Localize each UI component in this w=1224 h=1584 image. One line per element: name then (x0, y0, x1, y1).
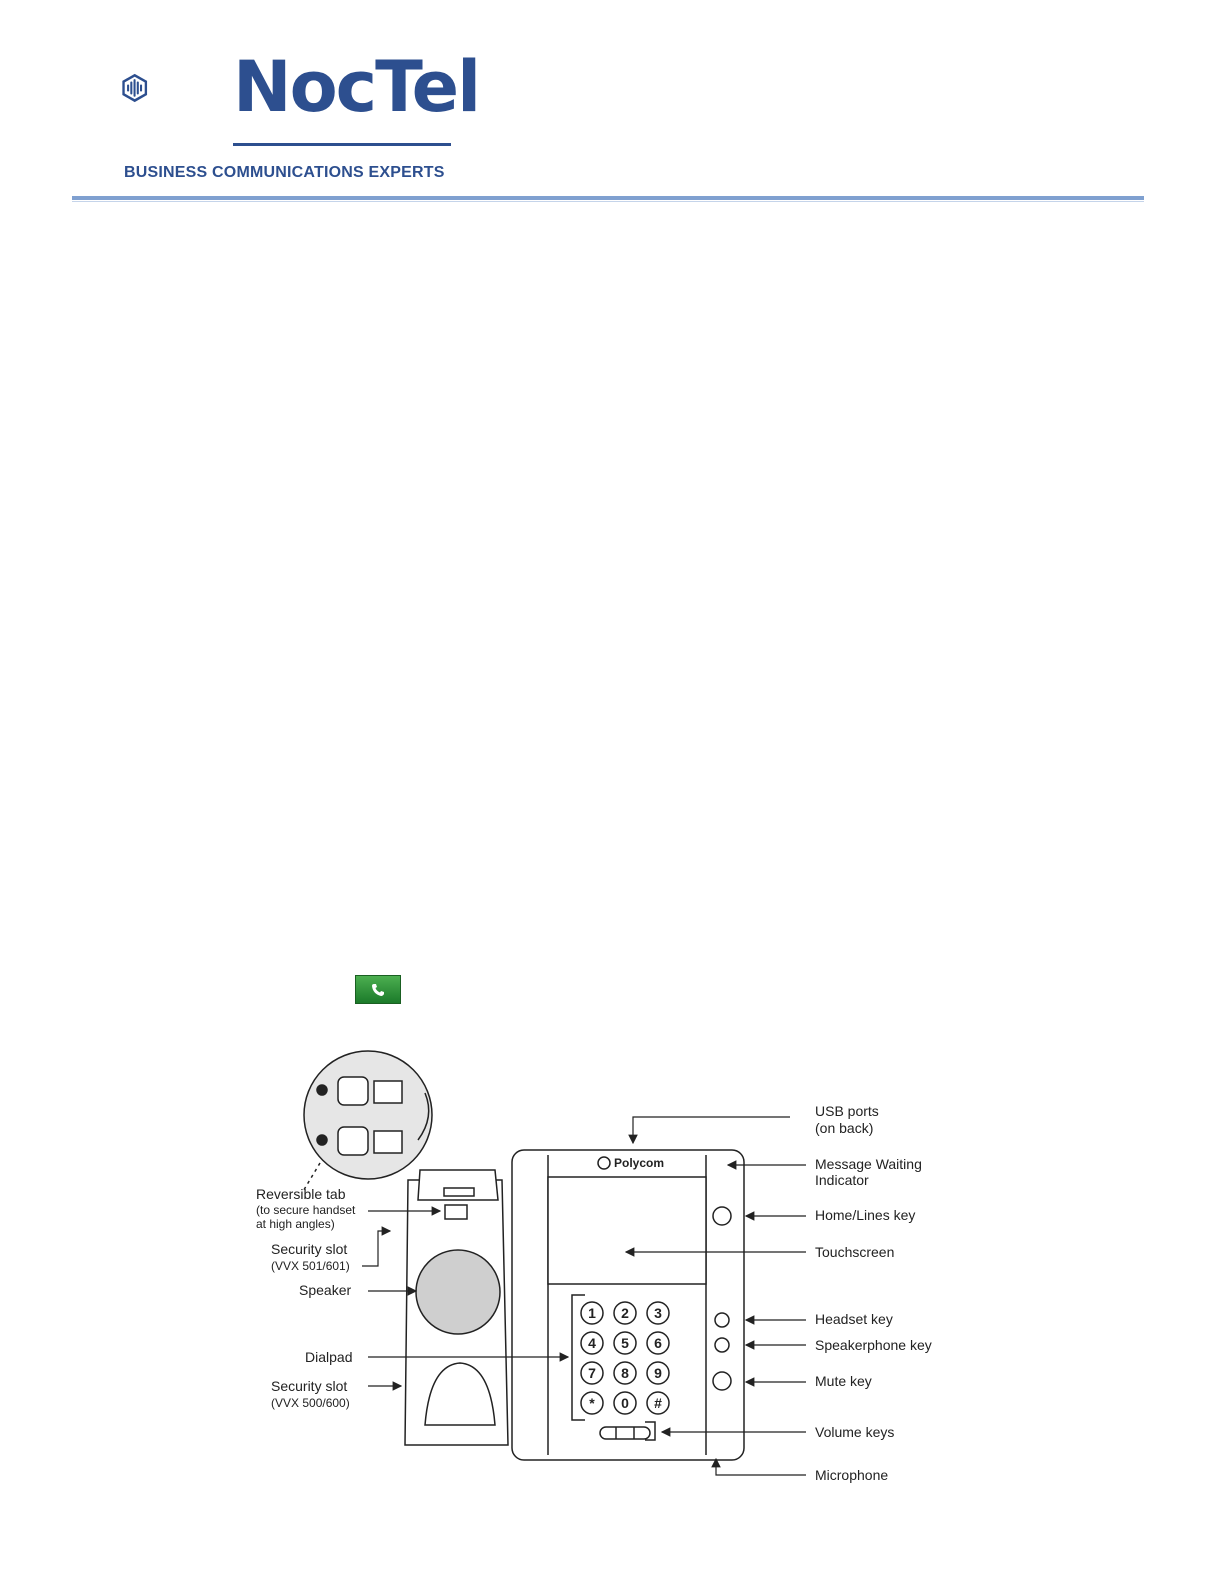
speaker-grille (416, 1250, 500, 1334)
label-security-slot-a: Security slot (271, 1241, 348, 1257)
phone-handset-icon (371, 983, 385, 997)
dialpad-key (581, 1332, 603, 1354)
label-security-slot-a-model: (VVX 501/601) (271, 1259, 350, 1273)
polycom-brand: Polycom (614, 1156, 665, 1170)
header-divider (72, 196, 1144, 200)
dialpad-key-label: 6 (654, 1335, 662, 1351)
dialpad-key-label: 2 (621, 1305, 629, 1321)
dialpad-key (581, 1392, 603, 1414)
label-speakerphone-key: Speakerphone key (815, 1337, 932, 1353)
touchscreen (548, 1177, 706, 1284)
label-speaker: Speaker (299, 1282, 352, 1298)
dialpad-key-label: 3 (654, 1305, 662, 1321)
volume-keys (600, 1427, 650, 1439)
phone-diagram (250, 1045, 950, 1505)
label-message-waiting-2: Indicator (815, 1172, 869, 1188)
dialpad-key (581, 1302, 603, 1324)
brand-name: NocTel (233, 46, 480, 128)
mute-key (713, 1372, 731, 1390)
header-divider-shadow (72, 201, 1144, 202)
dialpad-key-label: 5 (621, 1335, 629, 1351)
label-volume-keys: Volume keys (815, 1424, 895, 1440)
dialpad-key-label: 8 (621, 1365, 629, 1381)
label-reversible-tab-note-2: at high angles) (256, 1217, 335, 1231)
dialpad-key-label: 4 (588, 1335, 596, 1351)
label-microphone: Microphone (815, 1467, 889, 1483)
dialpad-key-label: 7 (588, 1365, 596, 1381)
speakerphone-key (715, 1338, 729, 1352)
dialpad-key (614, 1332, 636, 1354)
noctel-logo-mark (120, 44, 220, 144)
call-button[interactable] (355, 975, 401, 1004)
label-security-slot-b: Security slot (271, 1378, 348, 1394)
label-mute-key: Mute key (815, 1373, 872, 1389)
brand-underline (233, 143, 451, 146)
label-headset-key: Headset key (815, 1311, 893, 1327)
dialpad-key (614, 1302, 636, 1324)
label-usb-ports: USB ports (815, 1103, 879, 1119)
label-reversible-tab-note: (to secure handset (256, 1203, 356, 1217)
dialpad-key (647, 1392, 669, 1414)
dialpad-key-label: * (589, 1395, 595, 1411)
dialpad-key-label: 0 (621, 1395, 629, 1411)
label-dialpad: Dialpad (305, 1349, 353, 1365)
label-home-lines-key: Home/Lines key (815, 1207, 916, 1223)
reversible-tab-inset (304, 1051, 432, 1179)
label-reversible-tab: Reversible tab (256, 1186, 346, 1202)
label-touchscreen: Touchscreen (815, 1244, 895, 1260)
dialpad-key (647, 1332, 669, 1354)
dialpad-key (614, 1392, 636, 1414)
dialpad-key (614, 1362, 636, 1384)
dialpad-key-label: # (654, 1395, 662, 1411)
label-message-waiting: Message Waiting (815, 1156, 922, 1172)
dialpad-key (581, 1362, 603, 1384)
dialpad-key-label: 9 (654, 1365, 662, 1381)
label-security-slot-b-model: (VVX 500/600) (271, 1396, 350, 1410)
label-usb-ports-note: (on back) (815, 1120, 874, 1136)
home-key (713, 1207, 731, 1225)
dialpad-key (647, 1302, 669, 1324)
dialpad-key (647, 1362, 669, 1384)
headset-key (715, 1313, 729, 1327)
dialpad-key-label: 1 (588, 1305, 596, 1321)
brand-tagline: BUSINESS COMMUNICATIONS EXPERTS (124, 164, 445, 181)
